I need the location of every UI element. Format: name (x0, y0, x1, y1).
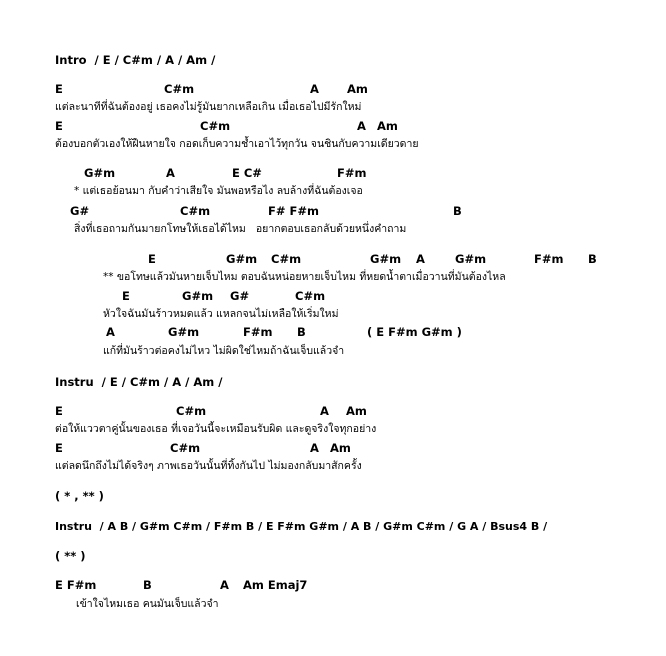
chord: G#m (455, 252, 487, 266)
chord: F# F#m (268, 204, 319, 218)
chord: B (453, 204, 462, 218)
chord: Am (377, 119, 398, 133)
chord: C#m (200, 119, 231, 133)
chord: E (55, 441, 63, 455)
chord: E (148, 252, 156, 266)
chord: E (122, 289, 130, 303)
chorus-lyric-2: หัวใจฉันมันร้าวหมดแล้ว แหลกจนไม่เหลือให้เริ่มใหม่ (103, 308, 339, 320)
chord: E F#m (55, 578, 97, 592)
verse1-lyric-2: ต้องบอกตัวเองให้ฝืนหายใจ กอดเก็บความช้ำเอาไว้ทุกวัน จนชินกับความเดียวดาย (55, 138, 419, 150)
chord: G#m (84, 166, 116, 180)
prechorus-lyric-2: สิ่งที่เธอถามกันมายกโทษให้เธอได้ไหม อยากตอบเธอกลับด้วยหนึ่งคำถาม (74, 223, 407, 235)
verse2-lyric-1: ต่อให้แววตาคู่นั้นของเธอ ที่เจอวันนี้จะเหมือนรับผิด และดูจริงใจทุกอย่าง (55, 423, 377, 435)
chord: A (310, 441, 319, 455)
chorus-lyric-3: แก้ที่มันร้าวต่อคงไม่ไหว ไม่ผิดใช่ไหมถ้าฉันเจ็บแล้วจำ (103, 345, 345, 357)
chord: A (106, 325, 115, 339)
repeat-marker-2: ( ** ) (55, 549, 86, 563)
chord: C#m (295, 289, 326, 303)
chord: A (357, 119, 366, 133)
chord: C#m (170, 441, 201, 455)
chord: A (416, 252, 425, 266)
chord: B (297, 325, 306, 339)
chord: E (55, 404, 63, 418)
verse1-lyric-1: แต่ละนาทีที่ฉันต้องอยู่ เธอคงไม่รู้มันยากเหลือเกิน เมื่อเธอไปมีรักใหม่ (55, 101, 362, 113)
chord: Am (347, 82, 368, 96)
chord: Am Emaj7 (243, 578, 308, 592)
instru-line-2: Instru / A B / G#m C#m / F#m B / E F#m G#m / A B / G#m C#m / G A / Bsus4 B / (55, 520, 548, 533)
chord: F#m (534, 252, 564, 266)
chord: G# (70, 204, 90, 218)
chord: F#m (337, 166, 367, 180)
chord: F#m (243, 325, 273, 339)
instru-line-1: Instru / E / C#m / A / Am / (55, 375, 223, 389)
chord: ( E F#m G#m ) (367, 325, 462, 339)
chord: A (310, 82, 319, 96)
repeat-marker-1: ( * , ** ) (55, 489, 104, 503)
intro-line: Intro / E / C#m / A / Am / (55, 53, 216, 67)
chorus-lyric-1: ** ขอโทษแล้วมันหายเจ็บไหม ตอบฉันหน่อยหายเจ็บไหม ที่หยดน้ำตาเมื่อวานที่มันต้องไหล (103, 271, 506, 283)
chord: A (220, 578, 229, 592)
chord: E (55, 82, 63, 96)
verse2-lyric-2: แต่ลดนึกถึงไม่ได้จริงๆ ภาพเธอวันนั้นที่ทิ้งกันไป ไม่มองกลับมาสักครั้ง (55, 460, 362, 472)
chord: G#m (226, 252, 258, 266)
chord: A (320, 404, 329, 418)
chord: B (588, 252, 597, 266)
chord: G#m (168, 325, 200, 339)
chord: C#m (180, 204, 211, 218)
chord: E (55, 119, 63, 133)
chord: G#m (182, 289, 214, 303)
chord: Am (330, 441, 351, 455)
chord: C#m (271, 252, 302, 266)
chord: C#m (164, 82, 195, 96)
chord: E C# (232, 166, 262, 180)
chord: Am (346, 404, 367, 418)
outro-lyric: เข้าใจไหมเธอ คนมันเจ็บแล้วจำ (76, 598, 219, 610)
chord: A (166, 166, 175, 180)
chord: G#m (370, 252, 402, 266)
chord: B (143, 578, 152, 592)
chord: G# (230, 289, 250, 303)
chord: C#m (176, 404, 207, 418)
prechorus-lyric-1: * แต่เธอย้อนมา กับคำว่าเสียใจ มันพอหรือไง ลบล้างที่ฉันต้องเจอ (74, 185, 363, 197)
